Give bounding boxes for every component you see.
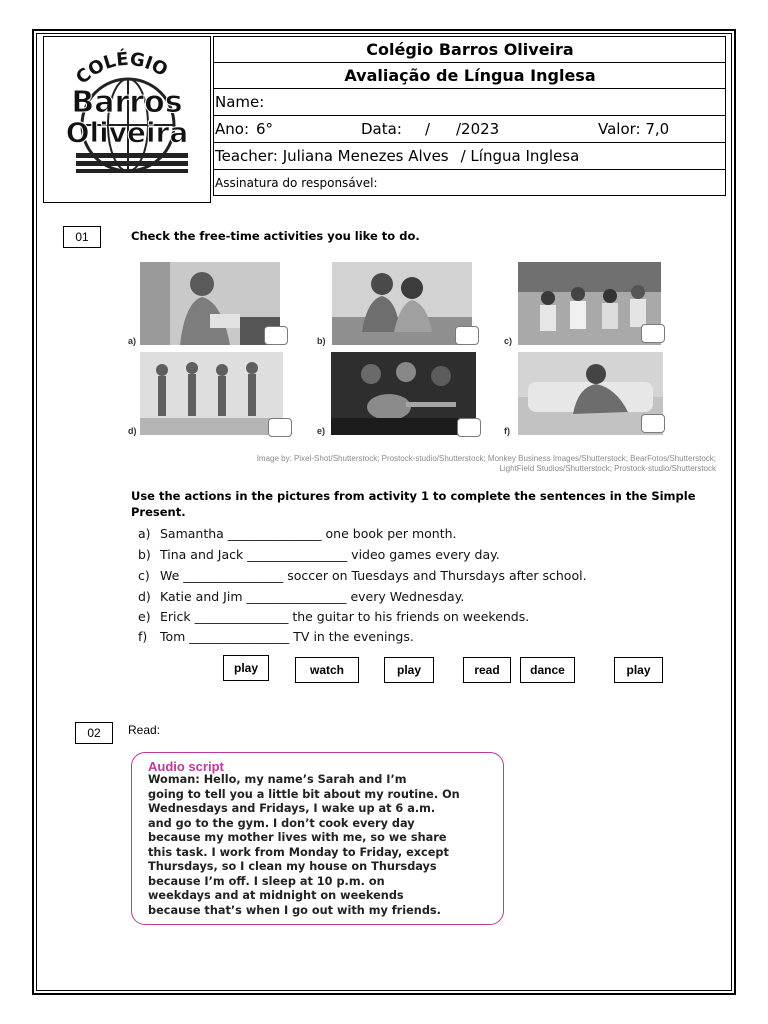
header-table <box>213 36 726 196</box>
check-box-b[interactable] <box>455 326 479 345</box>
check-box-a[interactable] <box>264 326 288 345</box>
girl-reading-photo <box>140 262 280 345</box>
check-box-d[interactable] <box>268 418 292 437</box>
valor-label: Valor: 7,0 <box>598 120 670 138</box>
subject-label: / Língua Inglesa <box>460 147 580 165</box>
word-bank-play-2: play <box>384 657 434 683</box>
sentence-f[interactable]: f) Tom ________________ TV in the evenings. <box>138 629 414 644</box>
signature-field[interactable] <box>214 170 725 195</box>
sentence-b[interactable]: b) Tina and Jack ________________ video games every day. <box>138 547 500 562</box>
sentence-c[interactable]: c) We ________________ soccer on Tuesdays and Thursdays after school. <box>138 568 587 583</box>
q1-instruction: Check the free-time activities you like to do. <box>131 229 420 243</box>
picture-letter-c: c) <box>504 336 513 346</box>
ano-label: Ano: <box>215 120 249 138</box>
school-name: Colégio Barros Oliveira <box>214 37 725 63</box>
guitar-friends-photo <box>331 352 476 435</box>
school-logo <box>52 47 202 182</box>
kids-soccer-photo <box>518 262 661 345</box>
check-box-c[interactable] <box>641 324 665 343</box>
audio-script-box <box>131 752 504 925</box>
logo-line2: Oliveira <box>65 116 189 149</box>
word-bank-dance: dance <box>520 657 575 683</box>
ano-data-row <box>214 116 725 143</box>
question-number-02: 02 <box>75 722 113 744</box>
name-label: Name: <box>215 93 265 111</box>
picture-letter-f: f) <box>504 426 510 436</box>
friends-playing-videogame-photo <box>332 262 472 345</box>
word-bank-read: read <box>463 657 511 683</box>
ano-value: 6° <box>256 120 274 138</box>
signature-label: Assinatura do responsável: <box>215 175 378 190</box>
dance-class-photo <box>140 352 283 435</box>
q1-instruction2-line1: Use the actions in the pictures from activity 1 to complete the sentences in the Simple <box>131 489 696 503</box>
sentence-a[interactable]: a) Samantha _______________ one book per month. <box>138 526 457 541</box>
exam-title: Avaliação de Língua Inglesa <box>214 63 725 89</box>
sentence-e[interactable]: e) Erick _______________ the guitar to his friends on weekends. <box>138 609 530 624</box>
name-field[interactable] <box>214 89 725 116</box>
check-box-e[interactable] <box>457 418 481 437</box>
image-credit-line1: Image by: Pixel-Shot/Shutterstock; Prostock-studio/Shutterstock; Monkey Business Images/Shutterstock; BearFotos/Shutterstock; <box>256 454 716 463</box>
audio-script-text: Woman: Hello, my name’s Sarah and I’m going to tell you a little bit about my routine. On Wednesdays and Fridays, I wake up at 6 a.m. and go to the gym. I don’t cook every day because my mother lives with me, so we share this task. I work from Monday to Friday, except Thursdays, so I clean my house on Thursdays because I’m off. I sleep at 10 p.m. on weekdays and at midnight on weekends because that’s when I go out with my friends. <box>148 773 460 917</box>
word-bank-play-1: play <box>223 655 269 681</box>
picture-letter-b: b) <box>317 336 326 346</box>
picture-letter-a: a) <box>128 336 137 346</box>
school-logo-box <box>43 36 211 203</box>
logo-arc-text: COLÉGIO <box>72 48 172 89</box>
teacher-name: Teacher: Juliana Menezes Alves <box>215 147 449 165</box>
check-box-f[interactable] <box>641 414 665 433</box>
read-label: Read: <box>128 723 161 737</box>
data-label[interactable]: Data: <box>361 120 402 138</box>
sentence-d[interactable]: d) Katie and Jim ________________ every Wednesday. <box>138 589 465 604</box>
teacher-row <box>214 143 725 170</box>
picture-letter-d: d) <box>128 426 137 436</box>
data-slash: / <box>425 120 431 138</box>
data-year: /2023 <box>456 120 500 138</box>
audio-script-title: Audio script <box>148 759 224 774</box>
q1-instruction2-line2: Present. <box>131 505 186 519</box>
picture-letter-e: e) <box>317 426 326 436</box>
question-number-01: 01 <box>63 226 101 248</box>
word-bank-play-3: play <box>614 657 663 683</box>
logo-line1: Barros <box>71 85 183 120</box>
word-bank-watch: watch <box>295 657 359 683</box>
image-credit-line2: LightField Studios/Shutterstock; Prostock-studio/Shutterstock <box>499 464 716 473</box>
